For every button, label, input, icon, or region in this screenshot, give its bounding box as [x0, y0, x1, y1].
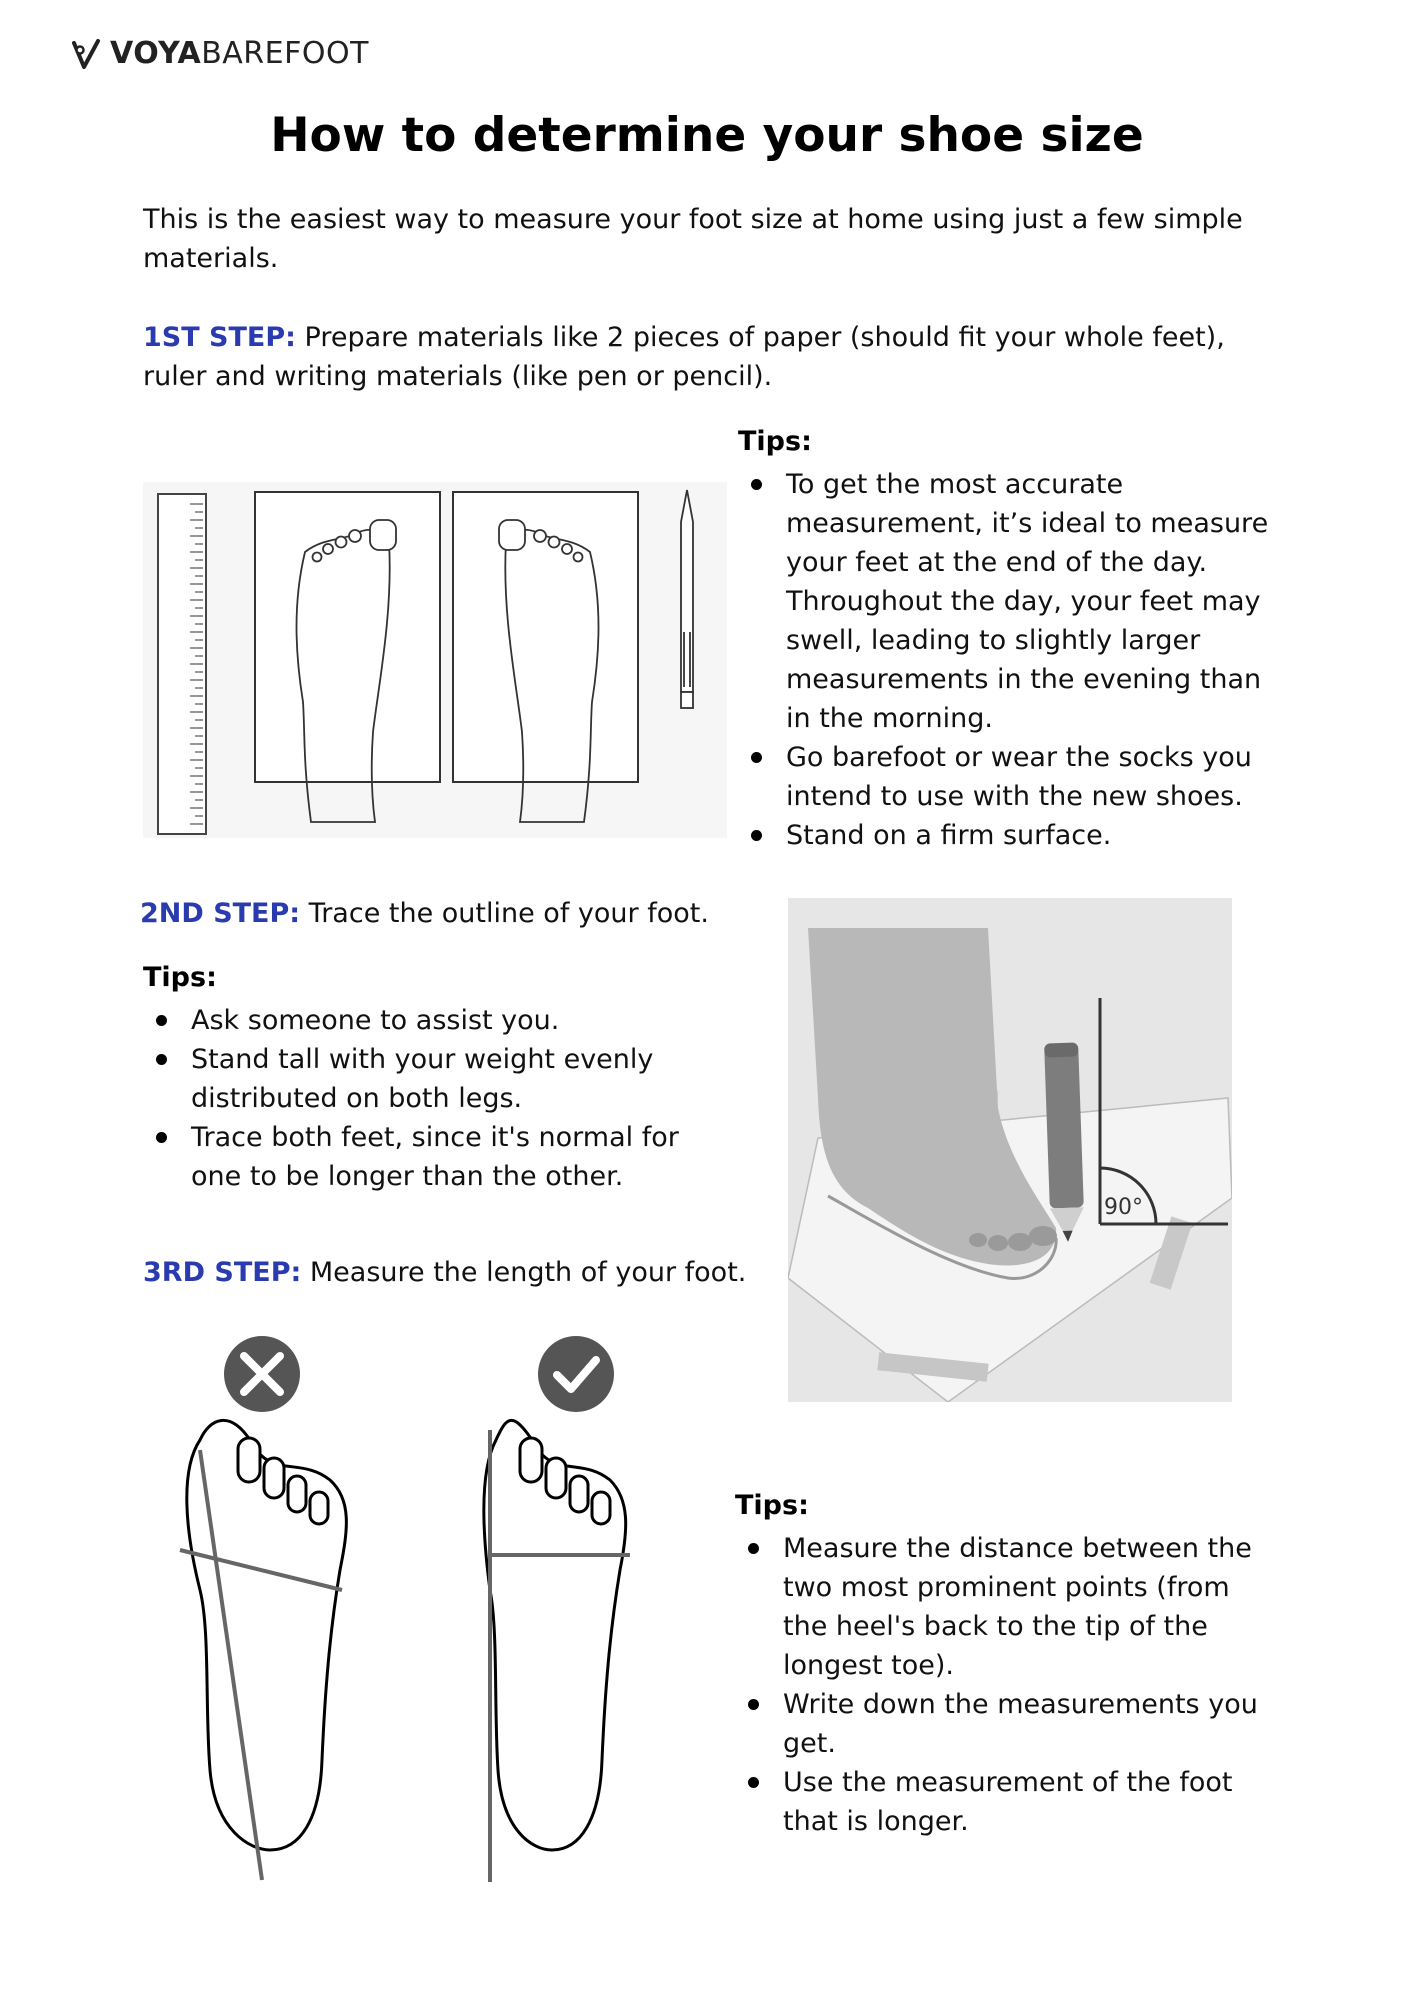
step-1-text: Prepare materials like 2 pieces of paper (should fit your whole feet), ruler and writing materials (like pen or pencil). — [143, 322, 1225, 392]
materials-illustration — [143, 482, 727, 838]
step-2-text: Trace the outline of your foot. — [300, 898, 709, 929]
angle-label: 90° — [1104, 1195, 1143, 1220]
logo-mark-icon — [70, 37, 102, 71]
brand-name-light: BAREFOOT — [201, 36, 369, 71]
correct-icon — [538, 1336, 614, 1412]
tracing-drawing — [788, 898, 1232, 1402]
materials-drawing — [143, 482, 727, 838]
wrong-icon — [224, 1336, 300, 1412]
tips-1-item: Go barefoot or wear the socks you intend to use with the new shoes. — [738, 738, 1278, 816]
step-1 — [143, 318, 1283, 396]
brand-name-bold: VOYA — [110, 36, 202, 71]
tracing-illustration — [788, 898, 1232, 1402]
tips-3-heading: Tips: — [735, 1490, 809, 1521]
tips-3-item: Write down the measurements you get. — [735, 1685, 1280, 1763]
tips-3-item: Use the measurement of the foot that is longer. — [735, 1763, 1280, 1841]
ruler-icon — [158, 494, 206, 834]
step-3-label: 3RD STEP: — [143, 1257, 302, 1288]
tips-2-item: Ask someone to assist you. — [143, 1001, 703, 1040]
foot-correct-outline — [484, 1420, 626, 1850]
tips-3-list — [735, 1529, 1280, 1841]
intro-text: This is the easiest way to measure your foot size at home using just a few simple materials. — [143, 204, 1243, 274]
tips-1-item: Stand on a firm surface. — [738, 816, 1278, 855]
tips-2-item: Stand tall with your weight evenly distributed on both legs. — [143, 1040, 703, 1118]
tips-1-list — [738, 465, 1278, 855]
measure-illustration — [160, 1330, 680, 1890]
tips-2-list — [143, 1001, 703, 1196]
foot-wrong-outline — [187, 1420, 347, 1850]
brand-logo — [70, 36, 369, 71]
step-2-label: 2ND STEP: — [140, 898, 301, 929]
tips-2-item: Trace both feet, since it's normal for one to be longer than the other. — [143, 1118, 703, 1196]
step-1-label: 1ST STEP: — [143, 322, 296, 353]
measure-drawing — [160, 1330, 680, 1890]
tips-1-heading: Tips: — [738, 426, 812, 457]
pencil-icon — [681, 490, 693, 708]
step-2 — [140, 894, 760, 933]
tips-3-item: Measure the distance between the two most prominent points (from the heel's back to the tip of the longest toe). — [735, 1529, 1280, 1685]
step-3 — [143, 1253, 783, 1292]
tips-2-heading: Tips: — [143, 962, 217, 993]
tips-1-item: To get the most accurate measurement, it’s ideal to measure your feet at the end of the day. Throughout the day, your feet may swell, leading to slightly larger measurements in the evening than in the morning. — [738, 465, 1278, 738]
step-3-text: Measure the length of your foot. — [301, 1257, 747, 1288]
page-title: How to determine your shoe size — [270, 108, 1144, 163]
